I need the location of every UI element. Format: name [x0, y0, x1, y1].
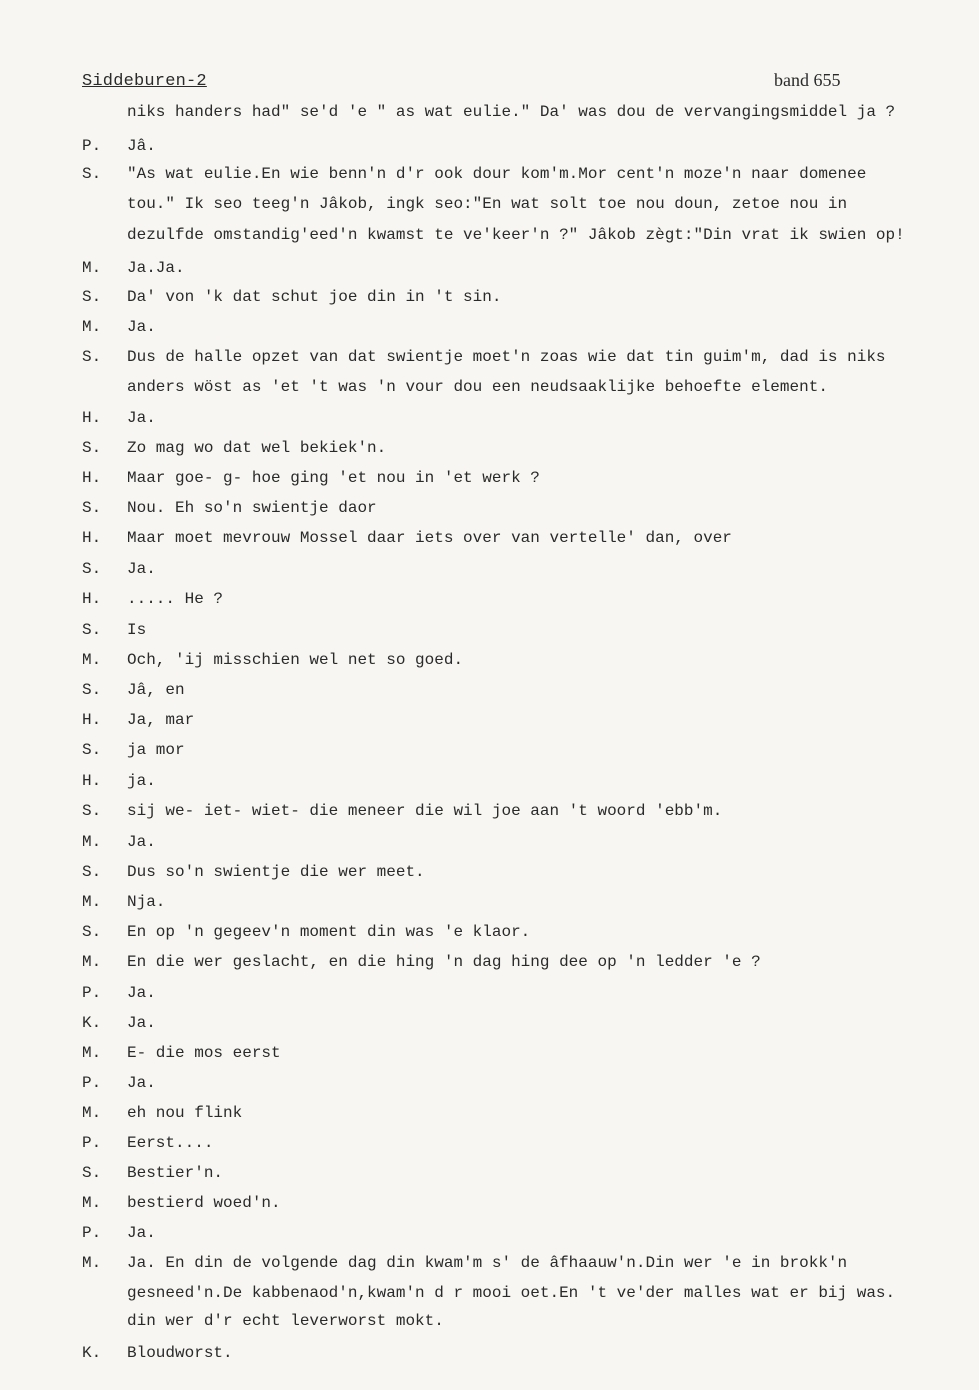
utterance-text: niks handers had" se'd 'e " as wat eulie." Da' was dou de vervangingsmiddel ja ?: [127, 103, 896, 121]
utterance-text: Ja.: [127, 1074, 156, 1092]
speaker-label: S.: [82, 802, 102, 820]
speaker-label: K.: [82, 1344, 102, 1362]
speaker-label: M.: [82, 1044, 102, 1062]
speaker-label: S.: [82, 681, 102, 699]
speaker-label: M.: [82, 1254, 102, 1272]
utterance-text: Och, 'ij misschien wel net so goed.: [127, 651, 464, 669]
utterance-text: Jâ.: [127, 137, 156, 155]
speaker-label: S.: [82, 1164, 102, 1182]
utterance-text: sij we- iet- wiet- die meneer die wil joe aan 't woord 'ebb'm.: [127, 802, 723, 820]
speaker-label: S.: [82, 288, 102, 306]
utterance-text: Ja.Ja.: [127, 259, 185, 277]
speaker-label: M.: [82, 1194, 102, 1212]
utterance-text: ..... He ?: [127, 590, 224, 608]
utterance-text: Bloudworst.: [127, 1344, 233, 1362]
speaker-label: S.: [82, 499, 102, 517]
utterance-text: Ja, mar: [127, 711, 195, 729]
speaker-label: M.: [82, 893, 102, 911]
utterance-text: Is: [127, 621, 147, 639]
speaker-label: S.: [82, 863, 102, 881]
utterance-text: En die wer geslacht, en die hing 'n dag hing dee op 'n ledder 'e ?: [127, 953, 761, 971]
utterance-text: Nja.: [127, 893, 166, 911]
utterance-text: anders wöst as 'et 't was 'n vour dou een neudsaaklijke behoefte element.: [127, 378, 828, 396]
speaker-label: S.: [82, 348, 102, 366]
utterance-text: Maar moet mevrouw Mossel daar iets over van vertelle' dan, over: [127, 529, 732, 547]
speaker-label: H.: [82, 469, 102, 487]
speaker-label: S.: [82, 621, 102, 639]
utterance-text: Ja.: [127, 409, 156, 427]
utterance-text: Bestier'n.: [127, 1164, 224, 1182]
utterance-text: ja.: [127, 772, 156, 790]
speaker-label: P.: [82, 984, 102, 1002]
speaker-label: H.: [82, 772, 102, 790]
speaker-label: K.: [82, 1014, 102, 1032]
utterance-text: dezulfde omstandig'eed'n kwamst te ve'keer'n ?" Jâkob zègt:"Din vrat ik swien op!: [127, 226, 905, 244]
speaker-label: S.: [82, 165, 102, 183]
utterance-text: Ja.: [127, 833, 156, 851]
speaker-label: P.: [82, 137, 102, 155]
utterance-text: tou." Ik seo teeg'n Jâkob, ingk seo:"En wat solt toe nou doun, zetoe nou in: [127, 195, 848, 213]
speaker-label: S.: [82, 923, 102, 941]
utterance-text: Ja.: [127, 1224, 156, 1242]
document-header-right: band 655: [774, 70, 841, 90]
utterance-text: eh nou flink: [127, 1104, 243, 1122]
utterance-text: ja mor: [127, 741, 185, 759]
speaker-label: M.: [82, 318, 102, 336]
utterance-text: Ja.: [127, 560, 156, 578]
speaker-label: H.: [82, 409, 102, 427]
speaker-label: M.: [82, 651, 102, 669]
speaker-label: H.: [82, 590, 102, 608]
speaker-label: S.: [82, 439, 102, 457]
utterance-text: Da' von 'k dat schut joe din in 't sin.: [127, 288, 502, 306]
utterance-text: Ja. En din de volgende dag din kwam'm s' de âfhaauw'n.Din wer 'e in brokk'n: [127, 1254, 848, 1272]
speaker-label: P.: [82, 1134, 102, 1152]
utterance-text: "As wat eulie.En wie benn'n d'r ook dour kom'm.Mor cent'n moze'n naar domenee: [127, 165, 867, 183]
speaker-label: P.: [82, 1074, 102, 1092]
utterance-text: Dus so'n swientje die wer meet.: [127, 863, 425, 881]
utterance-text: Eerst....: [127, 1134, 214, 1152]
utterance-text: Nou. Eh so'n swientje daor: [127, 499, 377, 517]
speaker-label: S.: [82, 741, 102, 759]
speaker-label: P.: [82, 1224, 102, 1242]
utterance-text: Dus de halle opzet van dat swientje moet'n zoas wie dat tin guim'm, dad is niks: [127, 348, 886, 366]
utterance-text: Zo mag wo dat wel bekiek'n.: [127, 439, 387, 457]
utterance-text: bestierd woed'n.: [127, 1194, 281, 1212]
utterance-text: din wer d'r echt leverworst mokt.: [127, 1312, 444, 1330]
utterance-text: En op 'n gegeev'n moment din was 'e klaor.: [127, 923, 531, 941]
speaker-label: H.: [82, 711, 102, 729]
speaker-label: M.: [82, 833, 102, 851]
speaker-label: H.: [82, 529, 102, 547]
speaker-label: M.: [82, 953, 102, 971]
utterance-text: Ja.: [127, 1014, 156, 1032]
speaker-label: S.: [82, 560, 102, 578]
utterance-text: Ja.: [127, 984, 156, 1002]
document-header-left: Siddeburen-2: [82, 72, 207, 91]
utterance-text: gesneed'n.De kabbenaod'n,kwam'n d r mooi oet.En 't ve'der malles wat er bij was.: [127, 1284, 896, 1302]
utterance-text: E- die mos eerst: [127, 1044, 281, 1062]
utterance-text: Maar goe- g- hoe ging 'et nou in 'et werk ?: [127, 469, 540, 487]
utterance-text: Jâ, en: [127, 681, 185, 699]
utterance-text: Ja.: [127, 318, 156, 336]
speaker-label: M.: [82, 259, 102, 277]
speaker-label: M.: [82, 1104, 102, 1122]
